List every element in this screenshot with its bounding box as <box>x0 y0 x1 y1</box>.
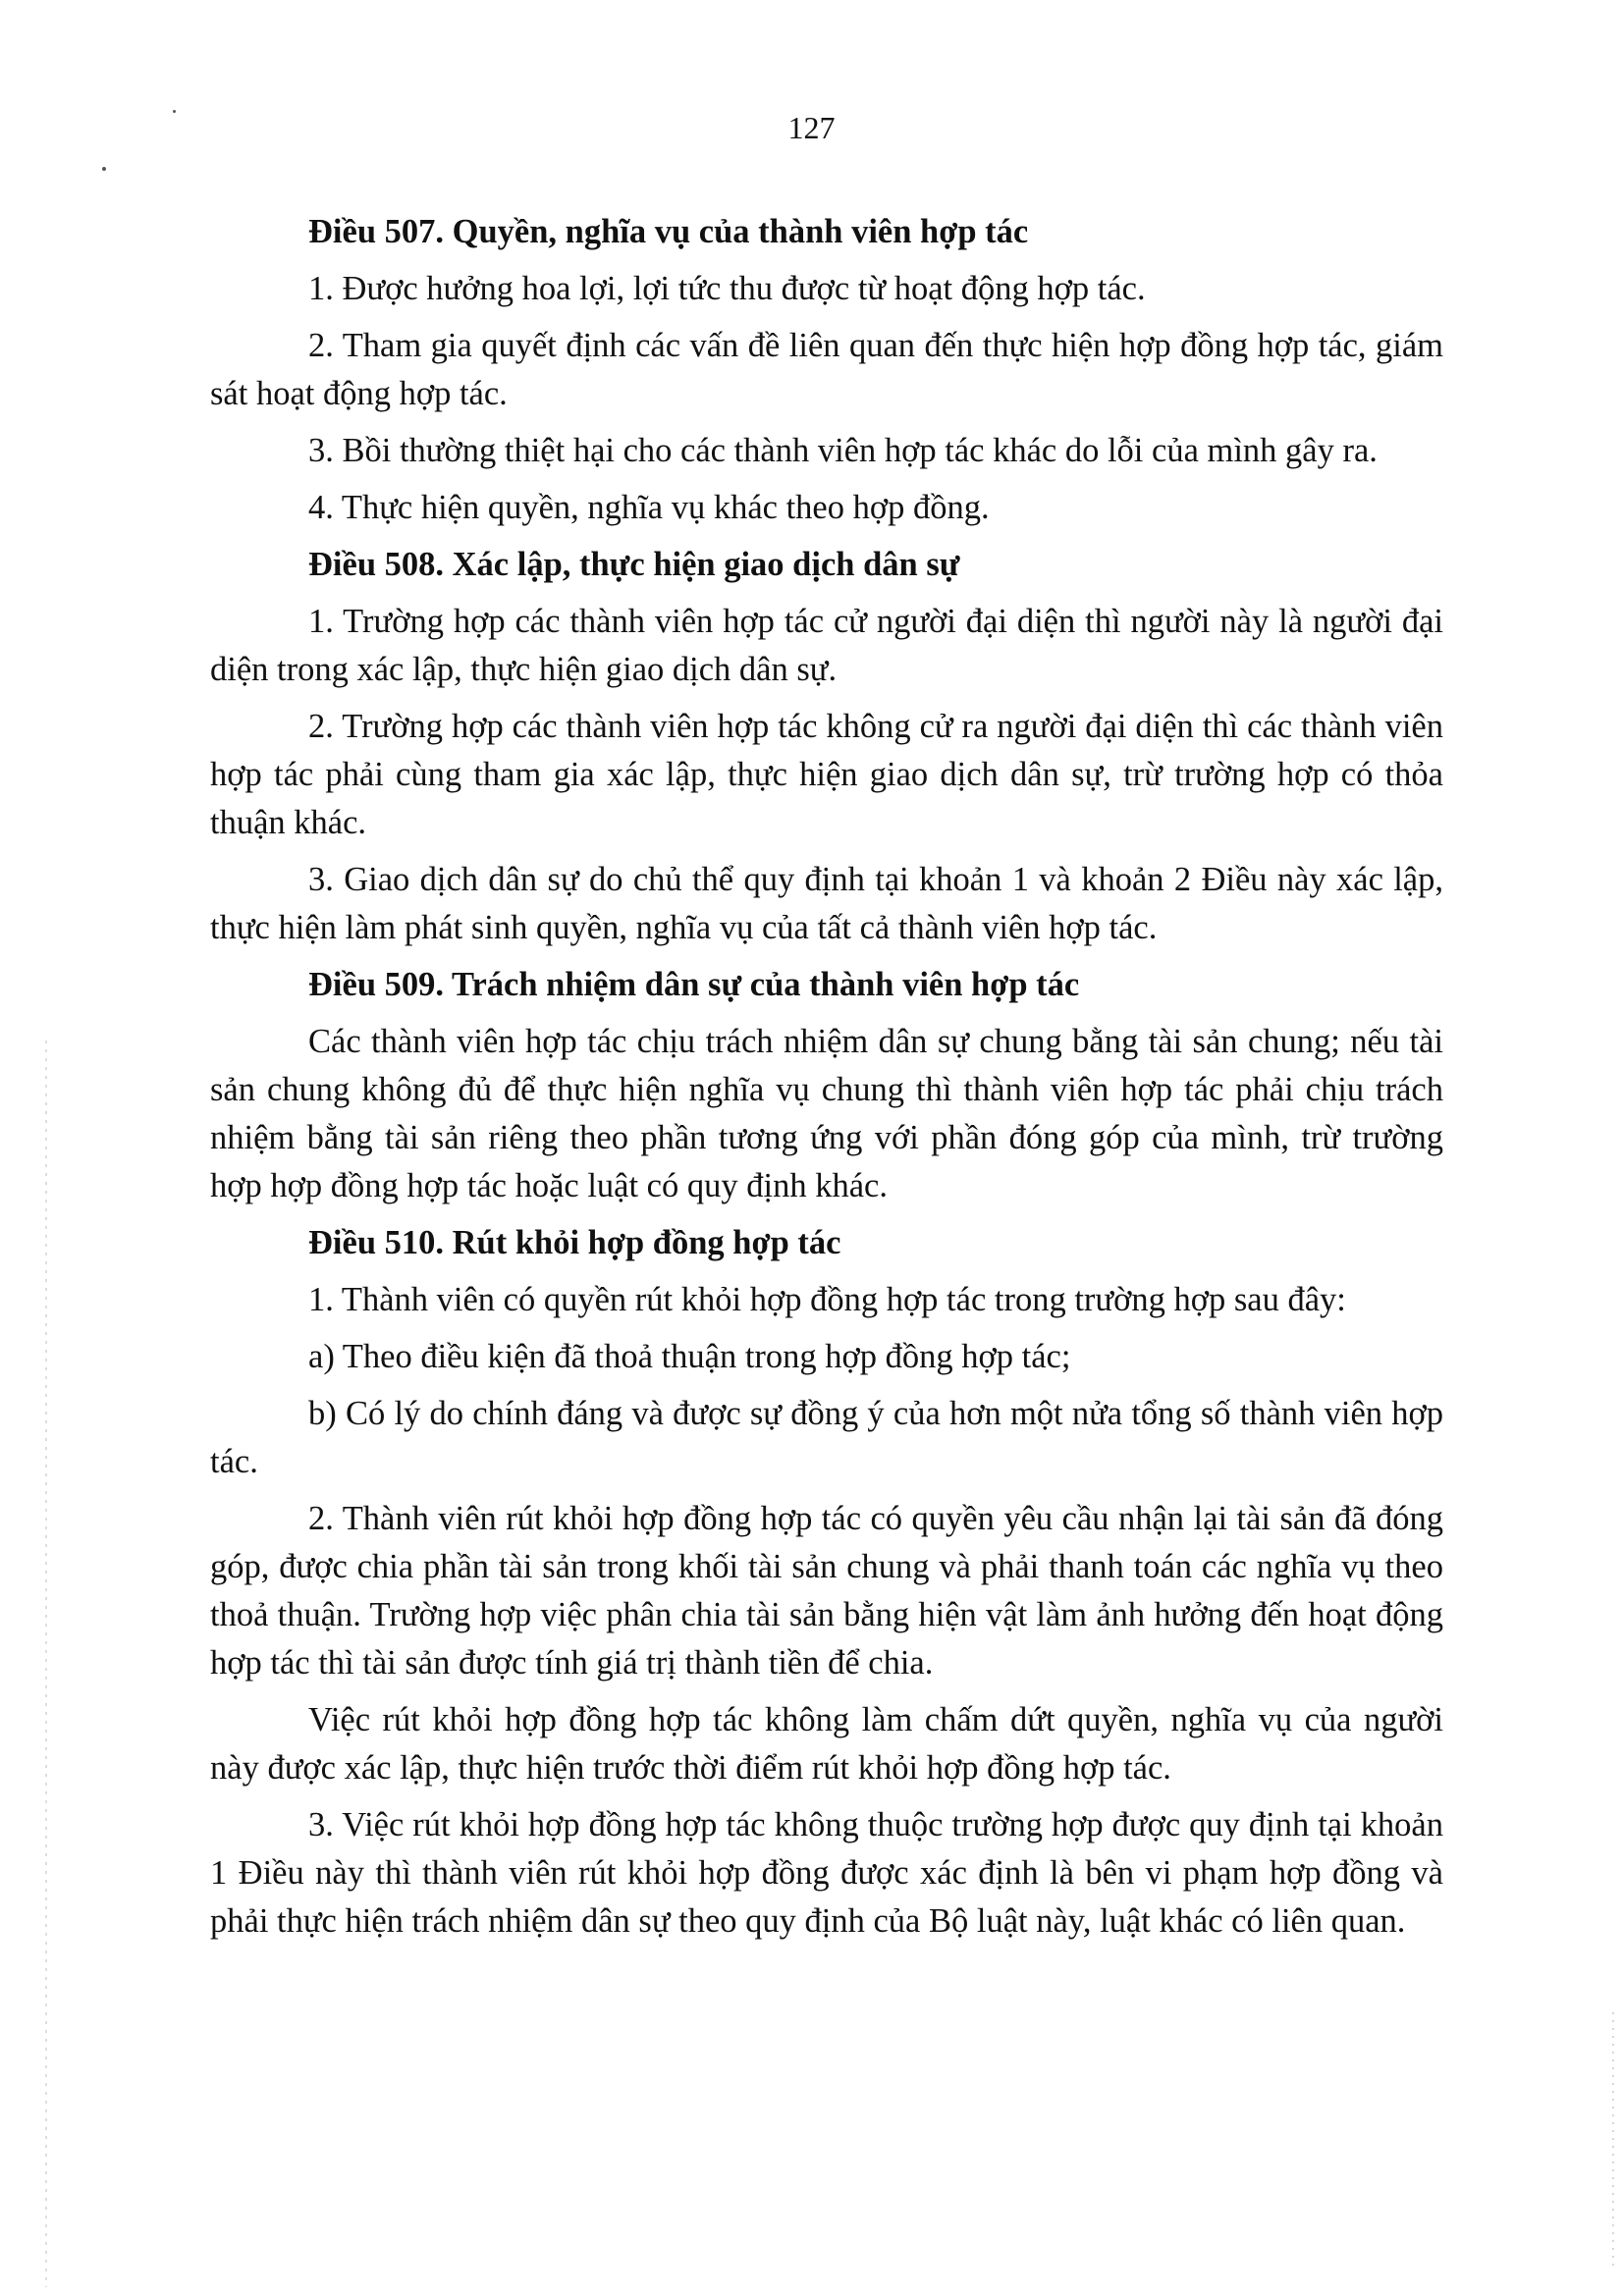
article-paragraph: Việc rút khỏi hợp đồng hợp tác không làm chấm dứt quyền, nghĩa vụ của người này được xác lập, thực hiện trước thời điểm rút khỏi hợp đồng hợp tác. <box>210 1701 1443 1787</box>
article-paragraph: 1. Được hưởng hoa lợi, lợi tức thu được từ hoạt động hợp tác. <box>308 270 1146 307</box>
article-paragraph: 2. Thành viên rút khỏi hợp đồng hợp tác có quyền yêu cầu nhận lại tài sản đã đóng góp, được chia phần tài sản trong khối tài sản chung và phải thanh toán các nghĩa vụ theo thoả thuận. Trường hợp việc phân chia tài sản bằng hiện vật làm ảnh hưởng đến hoạt động hợp tác thì tài sản được tính giá trị thành tiền để chia. <box>210 1500 1443 1682</box>
article-heading: Điều 510. Rút khỏi hợp đồng hợp tác <box>308 1224 841 1261</box>
article-paragraph: Các thành viên hợp tác chịu trách nhiệm dân sự chung bằng tài sản chung; nếu tài sản chung không đủ để thực hiện nghĩa vụ chung thì thành viên hợp tác phải chịu trách nhiệm bằng tài sản riêng theo phần tương ứng với phần đóng góp của mình, trừ trường hợp hợp đồng hợp tác hoặc luật có quy định khác. <box>210 1023 1443 1204</box>
article-paragraph: 4. Thực hiện quyền, nghĩa vụ khác theo hợp đồng. <box>308 489 990 526</box>
article-508 <box>210 541 1443 952</box>
scan-edge-right <box>1612 2012 1614 2268</box>
article-paragraph: 1. Trường hợp các thành viên hợp tác cử người đại diện thì người này là người đại diện trong xác lập, thực hiện giao dịch dân sự. <box>210 603 1443 688</box>
article-paragraph: b) Có lý do chính đáng và được sự đồng ý của hơn một nửa tổng số thành viên hợp tác. <box>210 1395 1443 1480</box>
article-paragraph: 3. Bồi thường thiệt hại cho các thành viên hợp tác khác do lỗi của mình gây ra. <box>308 432 1378 469</box>
article-paragraph: a) Theo điều kiện đã thoả thuận trong hợp đồng hợp tác; <box>308 1338 1071 1375</box>
article-heading: Điều 508. Xác lập, thực hiện giao dịch dân sự <box>308 546 960 583</box>
article-507 <box>210 208 1443 532</box>
article-heading: Điều 507. Quyền, nghĩa vụ của thành viên hợp tác <box>308 213 1029 250</box>
article-510 <box>210 1219 1443 1946</box>
document-body <box>210 208 1443 1954</box>
article-paragraph: 1. Thành viên có quyền rút khỏi hợp đồng hợp tác trong trường hợp sau đây: <box>308 1281 1346 1318</box>
article-heading: Điều 509. Trách nhiệm dân sự của thành viên hợp tác <box>308 966 1080 1003</box>
article-paragraph: 2. Trường hợp các thành viên hợp tác không cử ra người đại diện thì các thành viên hợp tác phải cùng tham gia xác lập, thực hiện giao dịch dân sự, trừ trường hợp có thỏa thuận khác. <box>210 708 1443 841</box>
article-509 <box>210 961 1443 1210</box>
scan-edge-left <box>45 1041 47 2287</box>
page-number: 127 <box>787 110 836 145</box>
article-paragraph: 3. Việc rút khỏi hợp đồng hợp tác không thuộc trường hợp được quy định tại khoản 1 Điều này thì thành viên rút khỏi hợp đồng được xác định là bên vi phạm hợp đồng và phải thực hiện trách nhiệm dân sự theo quy định của Bộ luật này, luật khác có liên quan. <box>210 1806 1443 1940</box>
article-paragraph: 3. Giao dịch dân sự do chủ thể quy định tại khoản 1 và khoản 2 Điều này xác lập, thực hiện làm phát sinh quyền, nghĩa vụ của tất cả thành viên hợp tác. <box>210 861 1443 946</box>
scan-speck <box>102 167 106 171</box>
article-paragraph: 2. Tham gia quyết định các vấn đề liên quan đến thực hiện hợp đồng hợp tác, giám sát hoạt động hợp tác. <box>210 327 1443 412</box>
